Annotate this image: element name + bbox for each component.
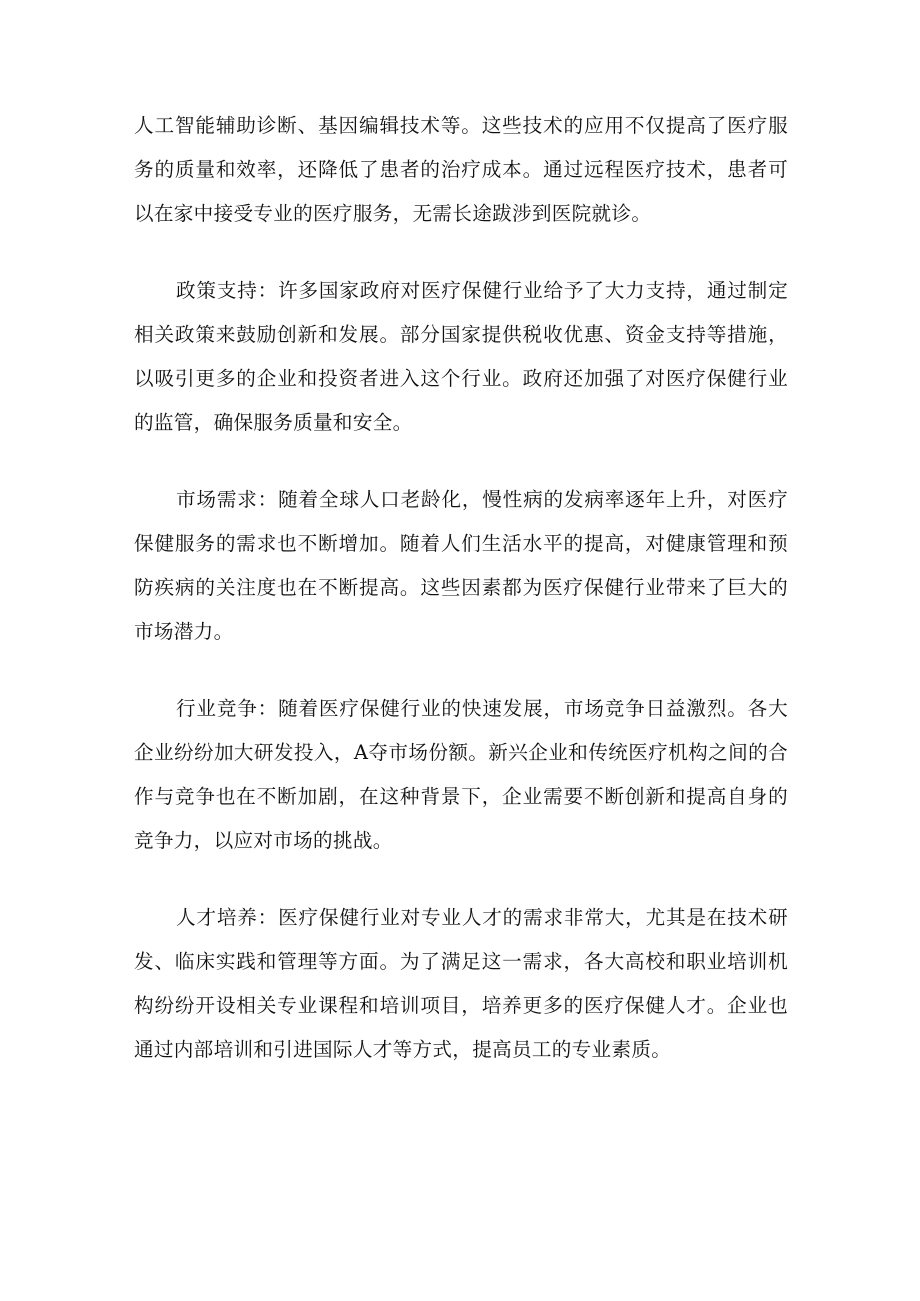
paragraph-industry-competition: 行业竞争：随着医疗保健行业的快速发展，市场竞争日益激烈。各大企业纷纷加大研发投入，A夺市场份额。新兴企业和传统医疗机构之间的合作与竞争也在不断加剧，在这种背景下，企业需要不断创新和提高自身的竞争力，以应对市场的挑战。 (134, 697, 788, 852)
paragraph-policy-support: 政策支持：许多国家政府对医疗保健行业给予了大力支持，通过制定相关政策来鼓励创新和发展。部分国家提供税收优惠、资金支持等措施，以吸引更多的企业和投资者进入这个行业。政府还加强了对医疗保健行业的监管，确保服务质量和安全。 (134, 279, 788, 434)
document-page (134, 104, 788, 1105)
paragraph-market-demand: 市场需求：随着全球人口老龄化，慢性病的发病率逐年上升，对医疗保健服务的需求也不断增加。随着人们生活水平的提高，对健康管理和预防疾病的关注度也在不断提高。这些因素都为医疗保健行业带来了巨大的市场潜力。 (134, 488, 788, 643)
paragraph-tech-applications: 人工智能辅助诊断、基因编辑技术等。这些技术的应用不仅提高了医疗服务的质量和效率，还降低了患者的治疗成本。通过远程医疗技术，患者可以在家中接受专业的医疗服务，无需长途跋涉到医院就诊。 (134, 114, 788, 225)
paragraph-talent-cultivation: 人才培养：医疗保健行业对专业人才的需求非常大，尤其是在技术研发、临床实践和管理等方面。为了满足这一需求，各大高校和职业培训机构纷纷开设相关专业课程和培训项目，培养更多的医疗保健人才。企业也通过内部培训和引进国际人才等方式，提高员工的专业素质。 (134, 906, 788, 1061)
